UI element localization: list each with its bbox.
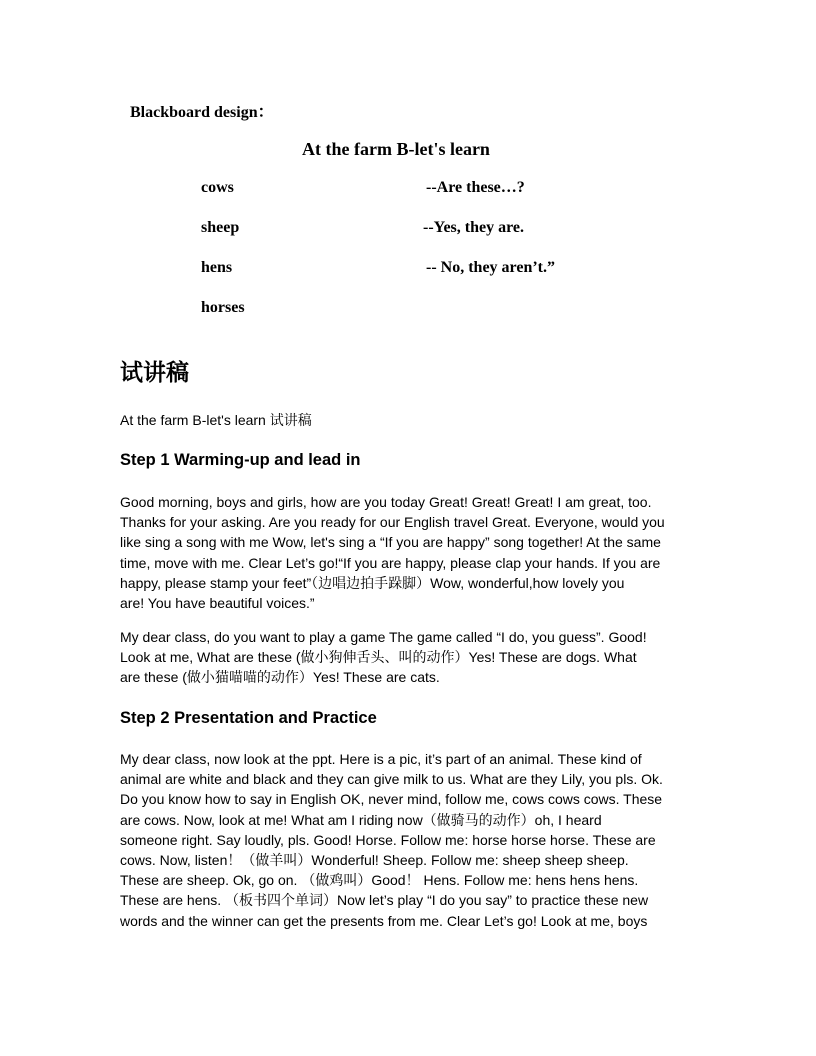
paragraph-line: My dear class, do you want to play a game The game called “I do, you guess”. Good! [120,629,647,645]
paragraph-line: are cows. Now, look at me! What am I riding now（做骑马的动作）oh, I heard [120,811,602,828]
step1-paragraph-2 [120,627,700,688]
paragraph-line: Thanks for your asking. Are you ready for our English travel Great. Everyone, would you [120,514,665,531]
paragraph-line: happy, please stamp your feet”（边唱边拍手跺脚）Wow, wonderful,how lovely you [120,574,625,591]
word-sheep: sheep [201,219,240,236]
paragraph-line: words and the winner can get the presents from me. Clear Let’s go! Look at me, boys [120,912,648,929]
paragraph-line: like sing a song with me Wow, let's sing a “If you are happy” song together! At the same [120,534,661,551]
script-subtitle: At the farm B-let's learn 试讲稿 [120,412,312,428]
phrase-yes: --Yes, they are. [423,219,525,236]
phrase-no: -- No, they aren’t.” [426,259,556,276]
step1-heading: Step 1 Warming-up and lead in [120,451,361,469]
word-cows: cows [201,179,234,196]
paragraph-line: Good morning, boys and girls, how are you today Great! Great! Great! I am great, too. [120,494,652,510]
paragraph-line: animal are white and black and they can give milk to us. What are they Lily, you pls. Ok. [120,771,663,788]
paragraph-line: are! You have beautiful voices.” [120,595,315,612]
paragraph-line: Do you know how to say in English OK, never mind, follow me, cows cows cows. These [120,791,663,808]
paragraph-line: My dear class, now look at the ppt. Here is a pic, it’s part of an animal. These kind of [120,751,642,767]
paragraph-line: Look at me, What are these (做小狗伸舌头、叫的动作）Yes! These are dogs. What [120,649,637,666]
paragraph-line: someone right. Say loudly, pls. Good! Horse. Follow me: horse horse horse. These are [120,831,656,848]
paragraph-line: cows. Now, listen！（做羊叫）Wonderful! Sheep. Follow me: sheep sheep sheep. [120,852,629,869]
step2-heading: Step 2 Presentation and Practice [120,709,377,727]
script-heading: 试讲稿 [120,360,189,386]
paragraph-line: These are hens. （板书四个单词）Now let’s play “I do you say” to practice these new [120,892,649,909]
paragraph-line: These are sheep. Ok, go on. （做鸡叫）Good！ Hens. Follow me: hens hens hens. [120,872,639,889]
word-hens: hens [201,259,233,276]
paragraph-line: are these (做小猫喵喵的动作）Yes! These are cats. [120,669,440,686]
step1-paragraph-1 [120,492,700,613]
word-horses: horses [201,299,245,316]
paragraph-line: time, move with me. Clear Let’s go!“If you are happy, please clap your hands. If you are [120,554,661,571]
blackboard-label: Blackboard design： [130,104,274,121]
phrase-are-these: --Are these…? [426,179,525,196]
blackboard-title: At the farm B-let's learn [302,139,490,159]
step2-paragraph-1 [120,749,700,931]
